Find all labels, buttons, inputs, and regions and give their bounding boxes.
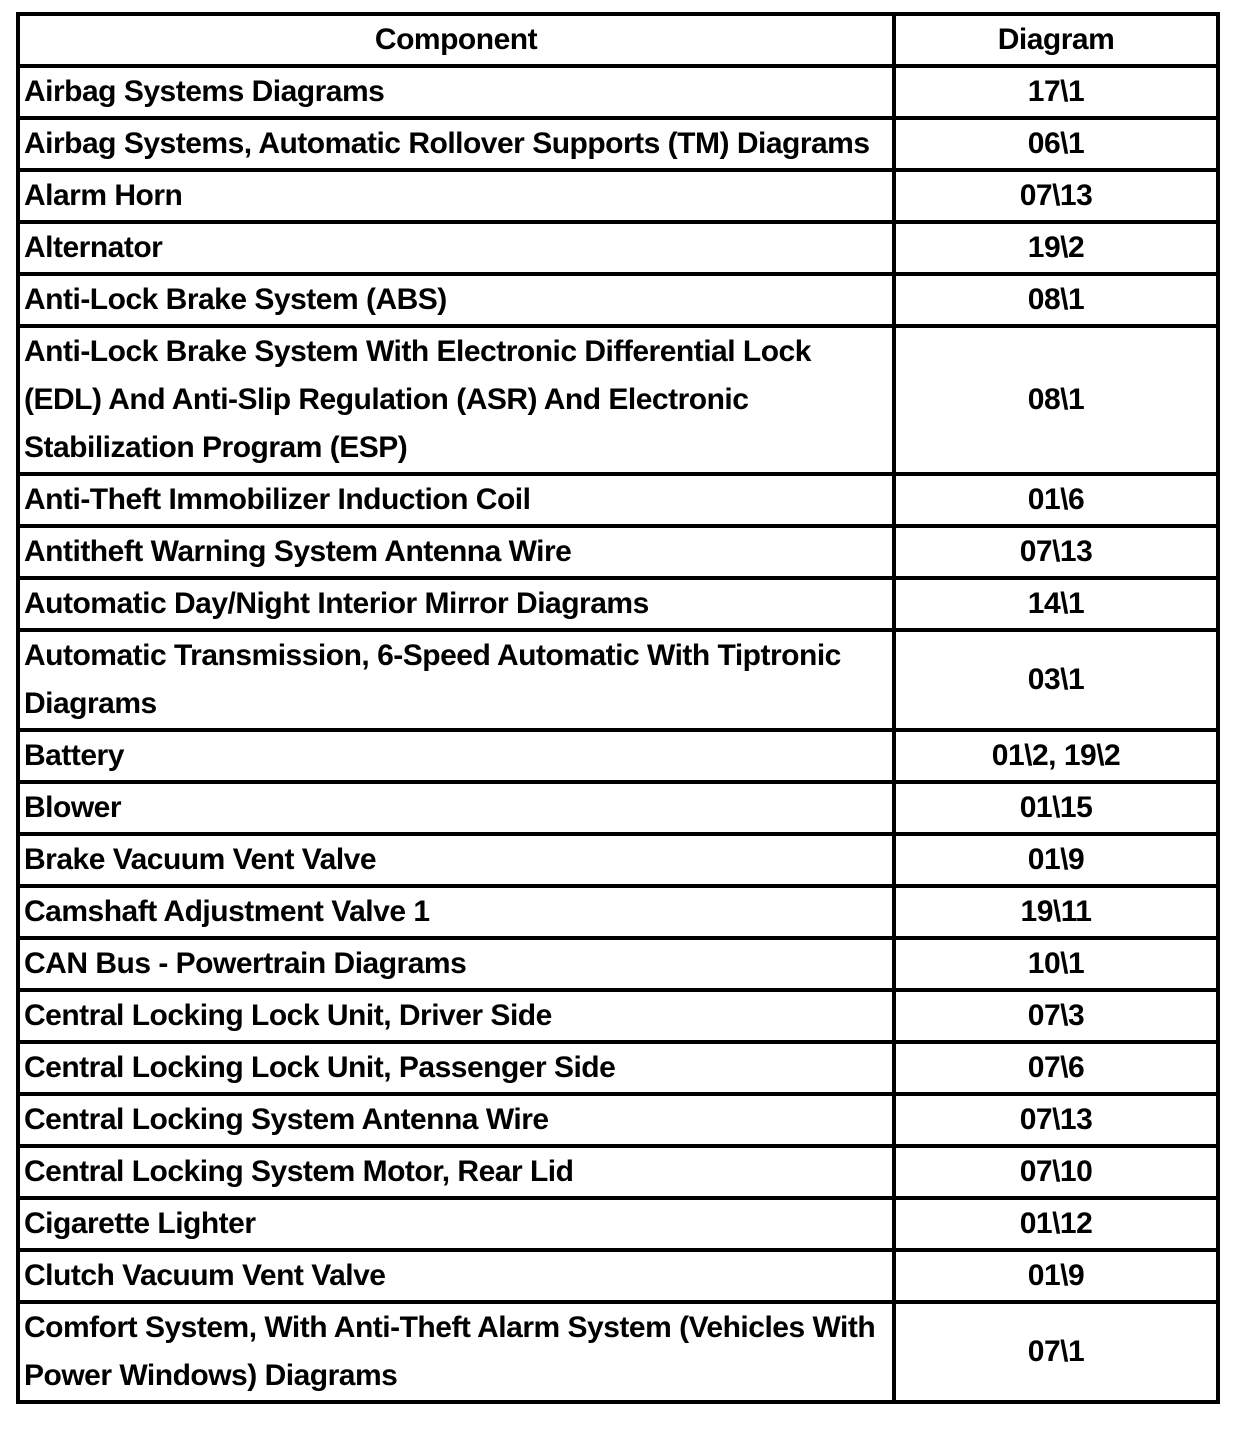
component-cell: Central Locking Lock Unit, Driver Side bbox=[18, 990, 894, 1042]
table-row bbox=[18, 630, 1218, 730]
component-cell: Cigarette Lighter bbox=[18, 1198, 894, 1250]
table-row bbox=[18, 990, 1218, 1042]
table-row bbox=[18, 730, 1218, 782]
diagram-cell: 03\1 bbox=[894, 630, 1218, 730]
table-row bbox=[18, 1250, 1218, 1302]
column-header-diagram: Diagram bbox=[894, 14, 1218, 66]
table-row bbox=[18, 474, 1218, 526]
diagram-cell: 07\13 bbox=[894, 526, 1218, 578]
diagram-cell: 01\6 bbox=[894, 474, 1218, 526]
diagram-cell: 01\15 bbox=[894, 782, 1218, 834]
component-cell: Central Locking System Motor, Rear Lid bbox=[18, 1146, 894, 1198]
component-cell: Antitheft Warning System Antenna Wire bbox=[18, 526, 894, 578]
diagram-cell: 08\1 bbox=[894, 274, 1218, 326]
component-cell: CAN Bus - Powertrain Diagrams bbox=[18, 938, 894, 990]
table-row bbox=[18, 834, 1218, 886]
diagram-cell: 01\9 bbox=[894, 834, 1218, 886]
table-row bbox=[18, 526, 1218, 578]
diagram-cell: 07\13 bbox=[894, 1094, 1218, 1146]
diagram-cell: 19\11 bbox=[894, 886, 1218, 938]
table-row bbox=[18, 886, 1218, 938]
component-cell: Brake Vacuum Vent Valve bbox=[18, 834, 894, 886]
column-header-component: Component bbox=[18, 14, 894, 66]
component-cell: Airbag Systems, Automatic Rollover Supports (TM) Diagrams bbox=[18, 118, 894, 170]
diagram-cell: 07\13 bbox=[894, 170, 1218, 222]
component-cell: Automatic Transmission, 6-Speed Automatic With Tiptronic Diagrams bbox=[18, 630, 894, 730]
component-cell: Battery bbox=[18, 730, 894, 782]
diagram-cell: 07\1 bbox=[894, 1302, 1218, 1402]
component-cell: Camshaft Adjustment Valve 1 bbox=[18, 886, 894, 938]
table-row bbox=[18, 1302, 1218, 1402]
diagram-cell: 17\1 bbox=[894, 66, 1218, 118]
diagram-cell: 14\1 bbox=[894, 578, 1218, 630]
diagram-cell: 19\2 bbox=[894, 222, 1218, 274]
component-cell: Clutch Vacuum Vent Valve bbox=[18, 1250, 894, 1302]
component-cell: Alarm Horn bbox=[18, 170, 894, 222]
diagram-cell: 01\12 bbox=[894, 1198, 1218, 1250]
component-cell: Airbag Systems Diagrams bbox=[18, 66, 894, 118]
table-row bbox=[18, 938, 1218, 990]
diagram-cell: 10\1 bbox=[894, 938, 1218, 990]
table-row bbox=[18, 1146, 1218, 1198]
component-diagram-table-container bbox=[16, 12, 1216, 1404]
table-row bbox=[18, 274, 1218, 326]
component-cell: Blower bbox=[18, 782, 894, 834]
table-row bbox=[18, 1094, 1218, 1146]
component-cell: Comfort System, With Anti-Theft Alarm System (Vehicles With Power Windows) Diagrams bbox=[18, 1302, 894, 1402]
component-cell: Anti-Lock Brake System With Electronic Differential Lock (EDL) And Anti-Slip Regulation (ASR) And Electronic Stabilization Program (ESP) bbox=[18, 326, 894, 474]
diagram-cell: 07\10 bbox=[894, 1146, 1218, 1198]
header-row bbox=[18, 14, 1218, 66]
table-row bbox=[18, 118, 1218, 170]
table-row bbox=[18, 66, 1218, 118]
component-cell: Anti-Theft Immobilizer Induction Coil bbox=[18, 474, 894, 526]
diagram-cell: 08\1 bbox=[894, 326, 1218, 474]
diagram-cell: 06\1 bbox=[894, 118, 1218, 170]
table-row bbox=[18, 222, 1218, 274]
table-row bbox=[18, 326, 1218, 474]
diagram-cell: 01\9 bbox=[894, 1250, 1218, 1302]
table-row bbox=[18, 782, 1218, 834]
diagram-cell: 07\3 bbox=[894, 990, 1218, 1042]
table-row bbox=[18, 578, 1218, 630]
component-cell: Central Locking Lock Unit, Passenger Side bbox=[18, 1042, 894, 1094]
component-cell: Anti-Lock Brake System (ABS) bbox=[18, 274, 894, 326]
component-diagram-table bbox=[16, 12, 1220, 1404]
diagram-cell: 07\6 bbox=[894, 1042, 1218, 1094]
component-cell: Automatic Day/Night Interior Mirror Diagrams bbox=[18, 578, 894, 630]
table-row bbox=[18, 1042, 1218, 1094]
table-row bbox=[18, 170, 1218, 222]
component-cell: Alternator bbox=[18, 222, 894, 274]
component-cell: Central Locking System Antenna Wire bbox=[18, 1094, 894, 1146]
diagram-cell: 01\2, 19\2 bbox=[894, 730, 1218, 782]
table-row bbox=[18, 1198, 1218, 1250]
